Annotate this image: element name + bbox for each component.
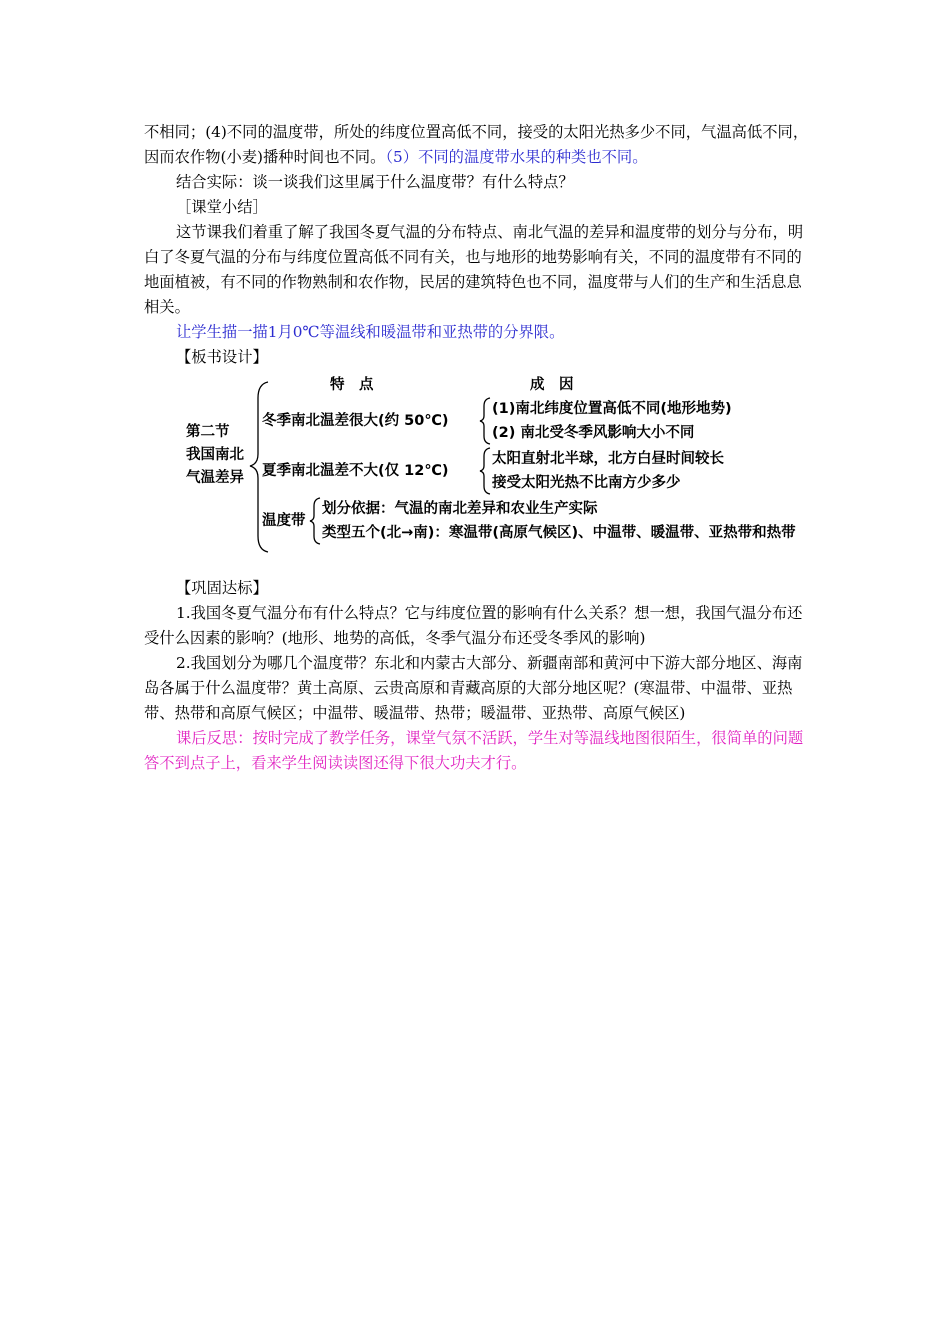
board-left-title-1: 我国南北 (186, 447, 244, 463)
board-zone-types: 类型五个(北→南)：寒温带(高原气候区)、中温带、暖温带、亚热带和热带 (322, 525, 796, 541)
board-header-feature: 特 点 (330, 377, 374, 393)
document-page (144, 120, 812, 776)
board-header-cause: 成 因 (530, 377, 574, 393)
board-zone: 温度带 (262, 513, 306, 529)
heading-summary: ［课堂小结］ (176, 198, 268, 216)
board-winter-cause-1: (1)南北纬度位置高低不同(地形地势) (492, 401, 732, 417)
board-diagram (144, 376, 812, 556)
board-zone-basis: 划分依据：气温的南北差异和农业生产实际 (322, 501, 598, 517)
heading-board-design: 【板书设计】 (176, 348, 268, 366)
board-summer-cause-1: 太阳直射北半球，北方白昼时间较长 (492, 451, 724, 467)
board-summer: 夏季南北温差不大(仅 12℃) (262, 463, 449, 479)
paragraph-practice-question: 结合实际：谈一谈我们这里属于什么温度带？有什么特点？ (176, 173, 574, 191)
board-summer-cause-2: 接受太阳光热不比南方少多少 (492, 475, 681, 491)
paragraph-summary: 这节课我们着重了解了我国冬夏气温的分布特点、南北气温的差异和温度带的划分与分布，明白了冬夏气温的分布与纬度位置高低不同有关，也与地形的地势影响有关，不同的温度带有不同的地面植被，有不同的作物熟制和农作物，民居的建筑特色也不同，温度带与人们的生产和生活息息相关。 (144, 223, 804, 316)
board-winter: 冬季南北温差很大(约 50℃) (262, 413, 449, 429)
paragraph-question-2: 2.我国划分为哪几个温度带？东北和内蒙古大部分、新疆南部和黄河中下游大部分地区、海南岛各属于什么温度带？黄土高原、云贵高原和青藏高原的大部分地区呢？(寒温带、中温带、亚热带、热带和高原气候区；中温带、暖温带、热带；暖温带、亚热带、高原气候区) (144, 654, 803, 722)
paragraph-temperature-zones (144, 120, 812, 170)
board-winter-cause-2: (2) 南北受冬季风影响大小不同 (492, 425, 695, 441)
text-body: 不相同；(4)不同的温度带，所处的纬度位置高低不同，接受的太阳光热多少不同，气温高低不同，因而农作物(小麦)播种时间也不同。 (144, 123, 809, 166)
paragraph-question-1: 1.我国冬夏气温分布有什么特点？它与纬度位置的影响有什么关系？想一想，我国气温分布还受什么因素的影响？(地形、地势的高低，冬季气温分布还受冬季风的影响) (144, 604, 803, 647)
board-left-section: 第二节 (186, 424, 230, 440)
heading-practice: 【巩固达标】 (176, 579, 268, 597)
paragraph-activity: 让学生描一描1月0℃等温线和暖温带和亚热带的分界限。 (176, 323, 565, 341)
paragraph-reflection: 课后反思：按时完成了教学任务，课堂气氛不活跃，学生对等温线地图很陌生，很简单的问题答不到点子上，看来学生阅读读图还得下很大功夫才行。 (144, 729, 804, 772)
text-highlight-blue: （5）不同的温度带水果的种类也不同。 (385, 148, 648, 166)
board-left-title-2: 气温差异 (186, 470, 244, 486)
